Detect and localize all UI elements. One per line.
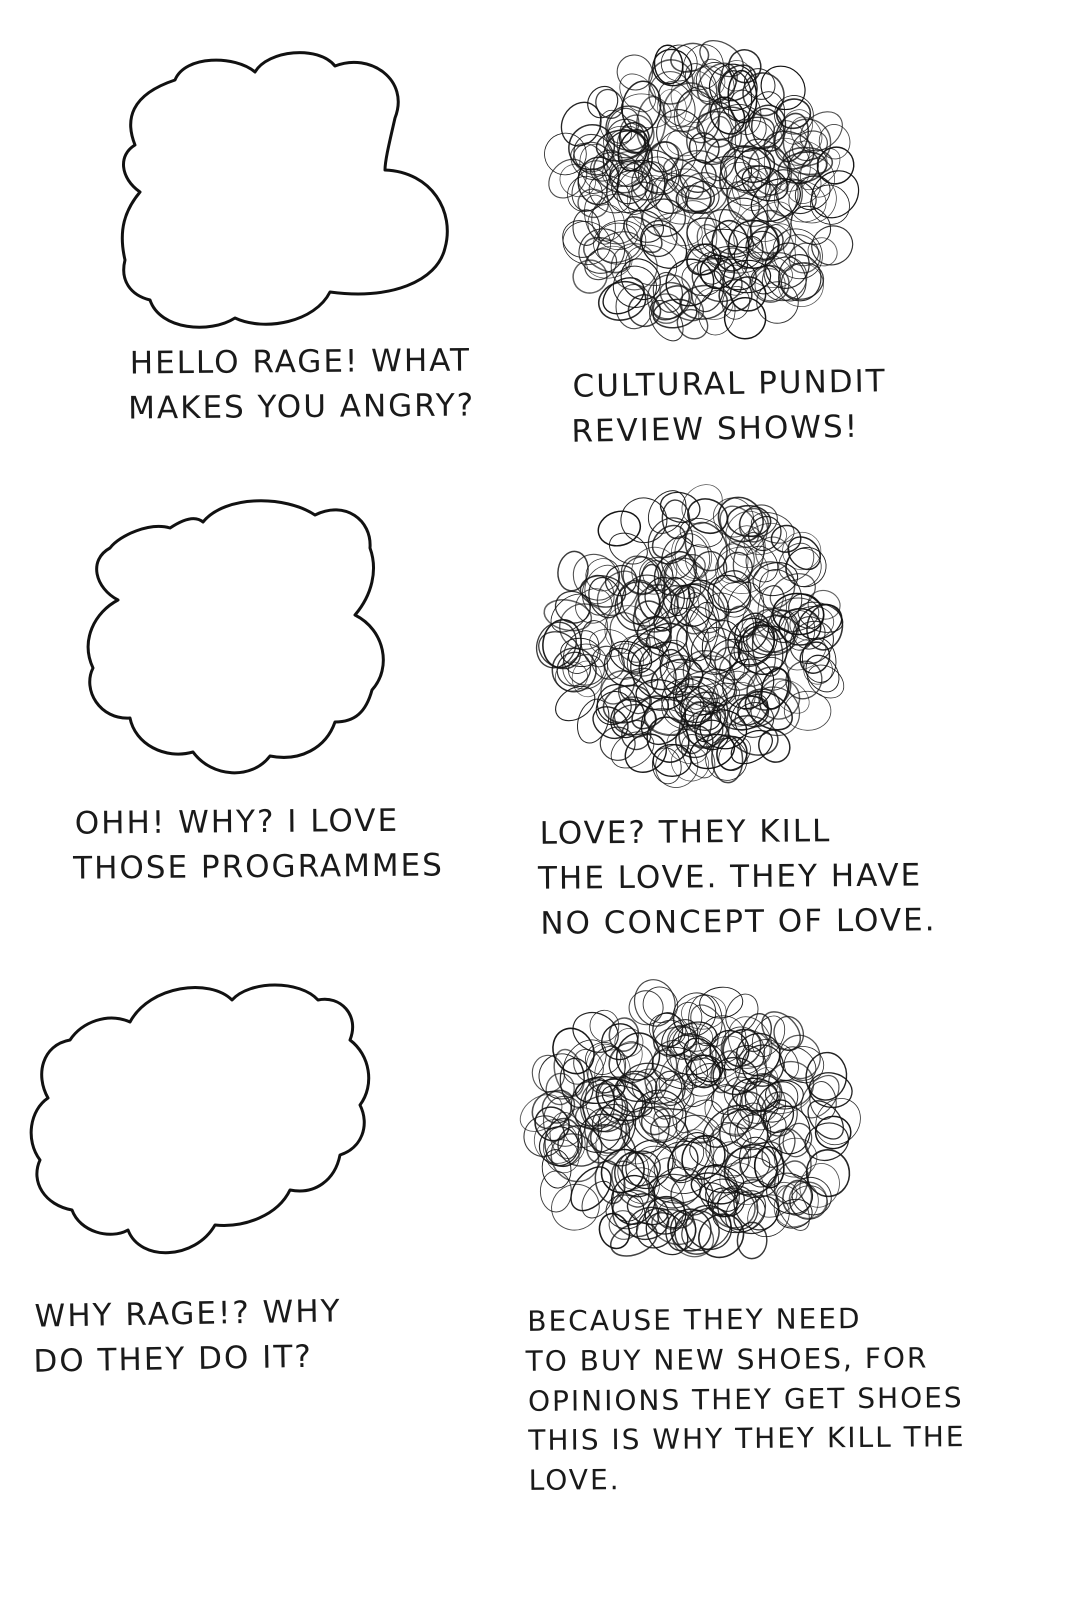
caption-line: LOVE? THEY KILL bbox=[539, 813, 832, 852]
caption-line: THIS IS WHY THEY KILL THE bbox=[528, 1420, 966, 1458]
caption-line: NO CONCEPT OF LOVE. bbox=[540, 902, 937, 942]
calm-cloud-1 bbox=[122, 53, 447, 328]
caption-line: OHH! WHY? I LOVE bbox=[74, 802, 400, 842]
calm-cloud-3 bbox=[31, 985, 369, 1253]
caption-line: REVIEW SHOWS! bbox=[571, 408, 860, 450]
caption-line: HELLO RAGE! WHAT bbox=[129, 342, 472, 382]
caption-line: CULTURAL PUNDIT bbox=[572, 363, 887, 405]
caption-2 bbox=[572, 359, 888, 454]
caption-line: TO BUY NEW SHOES, FOR bbox=[525, 1341, 929, 1378]
caption-line: LOVE. bbox=[528, 1463, 621, 1497]
caption-line: DO THEY DO IT? bbox=[33, 1338, 314, 1380]
caption-4 bbox=[539, 808, 936, 946]
caption-6 bbox=[527, 1298, 966, 1501]
rage-scribble-1 bbox=[541, 33, 868, 347]
rage-scribble-2 bbox=[530, 476, 851, 795]
rage-scribble-3 bbox=[513, 975, 869, 1266]
caption-line: BECAUSE THEY NEED bbox=[527, 1301, 862, 1338]
caption-line: WHY RAGE!? WHY bbox=[34, 1293, 342, 1335]
caption-line: OPINIONS THEY GET SHOES bbox=[527, 1380, 964, 1418]
caption-line: MAKES YOU ANGRY? bbox=[128, 387, 476, 427]
calm-cloud-2 bbox=[88, 501, 383, 773]
caption-3 bbox=[75, 798, 444, 891]
caption-line: THOSE PROGRAMMES bbox=[73, 847, 445, 887]
caption-5 bbox=[34, 1289, 342, 1384]
caption-line: THE LOVE. THEY HAVE bbox=[537, 857, 923, 897]
caption-1 bbox=[130, 338, 476, 431]
